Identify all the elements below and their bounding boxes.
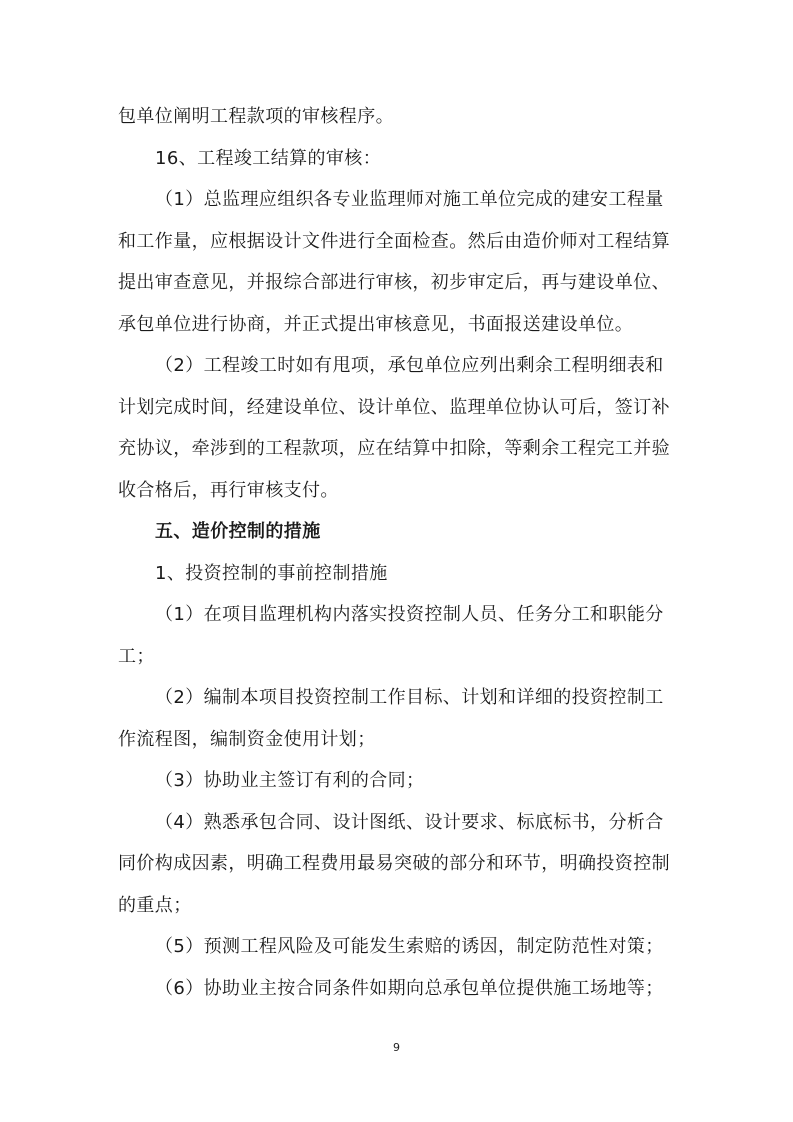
section-heading-cost-control: 五、造价控制的措施 — [155, 521, 321, 542]
document-body — [118, 96, 678, 1009]
paragraph-subsection-1: 1、投资控制的事前控制措施 — [155, 562, 388, 584]
paragraph-measure-3: （3）协助业主签订有利的合同； — [155, 770, 425, 791]
paragraph-section-16-title: 16、工程竣工结算的审核： — [155, 147, 382, 169]
paragraph-measure-1: （1）在项目监理机构内落实投资控制人员、任务分工和职能分工； — [118, 604, 664, 667]
paragraph-measure-5: （5）预测工程风险及可能发生索赔的诱因，制定防范性对策； — [155, 936, 664, 957]
paragraph-item-1: （1）总监理应组织各专业监理师对施工单位完成的建安工程量和工作量，应根据设计文件进行全面检查。然后由造价师对工程结算提出审查意见，并报综合部进行审核，初步审定后，再与建设单位、承包单位进行协商，并正式提出审核意见，书面报送建设单位。 — [118, 189, 670, 335]
page-number: 9 — [393, 1041, 400, 1054]
paragraph-measure-6: （6）协助业主按合同条件如期向总承包单位提供施工场地等； — [155, 977, 664, 999]
paragraph-item-2: （2）工程竣工时如有甩项，承包单位应列出剩余工程明细表和计划完成时间，经建设单位、设计单位、监理单位协认可后，签订补充协议，牵涉到的工程款项，应在结算中扣除，等剩余工程完工并验收合格后，再行审核支付。 — [118, 355, 670, 501]
paragraph-measure-4: （4）熟悉承包合同、设计图纸、设计要求、标底标书，分析合同价构成因素，明确工程费用最易突破的部分和环节，明确投资控制的重点； — [118, 811, 670, 916]
paragraph-continuation: 包单位阐明工程款项的审核程序。 — [118, 106, 394, 127]
paragraph-measure-2: （2）编制本项目投资控制工作目标、计划和详细的投资控制工作流程图，编制资金使用计划； — [118, 687, 664, 750]
